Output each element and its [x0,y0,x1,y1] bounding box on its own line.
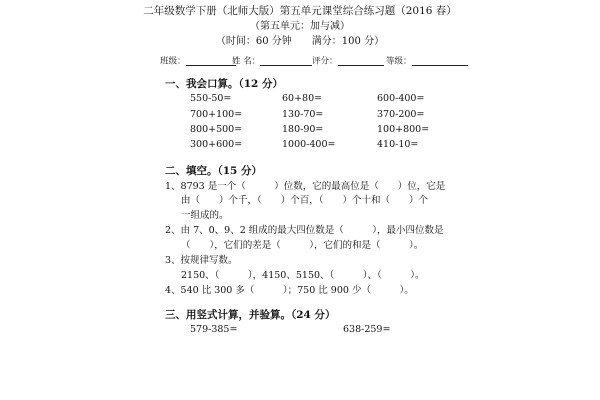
name-blank [260,56,312,66]
class-label: 班级： [160,56,186,67]
oral-calc: 700+100= [190,109,243,120]
section1-heading: 一、我会口算。（12 分） [165,78,284,90]
score-label: 评分： [312,56,338,67]
grade-blank [412,56,468,66]
vertical-calc-problem: 579-385= [190,324,238,335]
score-field [312,56,384,66]
grade-label: 等级： [386,56,412,67]
name-label: 姓 名： [232,56,261,67]
fill-blank-line: 由（ ）个千，（ ）个百，（ ）个十和（ ）个 [181,195,429,206]
oral-calc: 800+500= [190,124,243,135]
score-blank [338,56,384,66]
grade-field [386,56,468,66]
fill-blank-line: 一组成的。 [181,210,229,221]
oral-calc: 1000-400= [282,139,336,150]
oral-calc: 410-10= [377,139,419,150]
oral-calc: 100+800= [377,124,430,135]
oral-calc: 60+80= [282,93,323,104]
fill-blank-line: （ ），它们的差是（ ），它们的和是（ ）。 [181,240,424,251]
fill-blank-line: 1、8793 是一个（ ）位数，它的最高位是（ ）位，它是 [165,181,446,192]
oral-calc: 370-200= [377,109,425,120]
oral-calc: 130-70= [282,109,324,120]
vertical-calc-problem: 638-259= [343,324,391,335]
fill-blank-line: 3、按规律写数。 [165,255,238,266]
fill-blank-line: 4、540 比 300 多（ ）；750 比 900 少（ ）。 [165,285,414,296]
class-blank [186,56,236,66]
fill-blank-line: 2、由 7、0、9、2 组成的最大四位数是（ ），最小四位数是 [165,225,444,236]
section3-heading: 三、用竖式计算，并验算。（24 分） [165,309,336,321]
worksheet-title: 二年级数学下册（北师大版）第五单元课堂综合练习题（2016 春） [143,5,457,17]
class-field [160,56,236,66]
oral-calc: 550-50= [190,93,232,104]
oral-calc: 600-400= [377,93,425,104]
oral-calc: 180-90= [282,124,324,135]
fill-blank-line: 2150、（ ），4150、5150、（ ）、（ ）。 [181,270,425,281]
unit-subtitle: （第五单元：加与减） [250,21,350,32]
section2-heading: 二、填空。（15 分） [165,165,263,177]
time-score-line: （时间：60 分钟 满分：100 分） [215,36,385,47]
name-field [232,56,312,66]
oral-calc: 300+600= [190,139,243,150]
